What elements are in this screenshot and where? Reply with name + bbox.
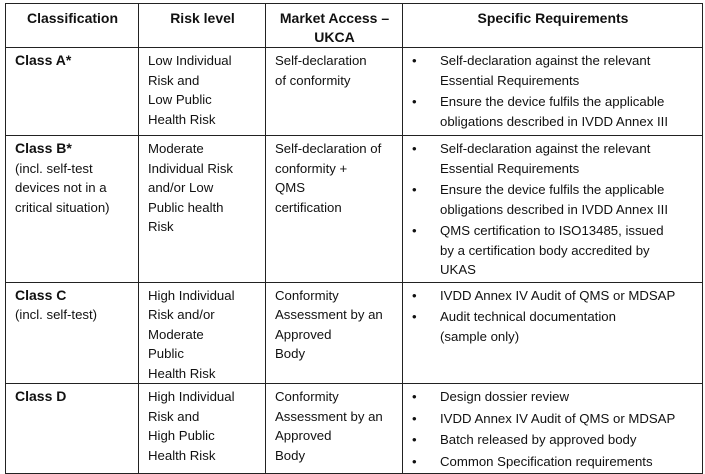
risk-line: and/or Low <box>148 180 214 195</box>
bullet-icon: • <box>412 453 417 469</box>
bullet-icon: • <box>412 432 417 447</box>
requirement-line: IVDD Annex IV Audit of QMS or MDSAP <box>440 287 676 303</box>
bullet-icon: • <box>412 94 417 109</box>
access-line: Body <box>275 447 306 463</box>
bullet-icon: • <box>412 223 417 238</box>
requirements-list <box>412 286 694 347</box>
risk-line: Risk and <box>148 408 200 424</box>
access-line: Conformity <box>275 287 339 303</box>
risk-line: Health Risk <box>148 111 216 127</box>
requirement-item <box>412 387 694 407</box>
requirement-line: IVDD Annex IV Audit of QMS or MDSAP <box>440 410 676 426</box>
header-specific-requirements <box>403 4 703 48</box>
class-name: Class B* <box>15 140 72 156</box>
risk-line: Risk and/or <box>148 307 215 322</box>
bullet-icon: • <box>412 309 417 324</box>
access-line: QMS <box>275 180 306 195</box>
requirements-list <box>412 51 694 131</box>
classification-cell <box>6 282 139 384</box>
requirement-line: obligations described in IVDD Annex III <box>440 201 668 217</box>
classification-cell <box>6 48 139 136</box>
requirement-line: Batch released by approved body <box>440 432 637 447</box>
class-name: Class C <box>15 286 67 303</box>
header-classification <box>6 4 139 48</box>
bullet-icon: • <box>412 182 417 197</box>
requirement-line: Essential Requirements <box>440 160 580 176</box>
header-label: Market Access – <box>279 10 390 26</box>
risk-line: Public <box>148 346 184 361</box>
requirements-cell <box>403 48 703 136</box>
requirement-line: Common Specification requirements <box>440 453 653 469</box>
classification-cell <box>6 384 139 474</box>
access-line: conformity + <box>275 160 348 176</box>
ukca-classification-table <box>5 3 703 474</box>
market-access-cell <box>266 136 403 283</box>
header-label: UKCA <box>314 29 355 45</box>
access-line: Assessment by an <box>275 408 383 424</box>
access-line: Assessment by an <box>275 307 383 322</box>
table-row <box>6 282 703 384</box>
class-name: Class D <box>15 388 67 404</box>
access-line: Body <box>275 346 306 361</box>
header-row <box>6 4 703 48</box>
requirement-item <box>412 51 694 90</box>
risk-line: Health Risk <box>148 365 216 381</box>
risk-level-cell <box>139 282 266 384</box>
requirement-line: by a certification body accredited by <box>440 242 650 258</box>
requirement-line: Self-declaration against the relevant <box>440 53 651 68</box>
requirement-item <box>412 452 694 472</box>
bullet-icon: • <box>412 410 417 426</box>
access-line: certification <box>275 199 342 215</box>
requirement-line: (sample only) <box>440 328 520 344</box>
requirement-line: Ensure the device fulfils the applicable <box>440 94 665 109</box>
requirement-line: Self-declaration against the relevant <box>440 141 651 156</box>
risk-line: Risk <box>148 219 174 234</box>
header-risk-level <box>139 4 266 48</box>
requirements-cell <box>403 136 703 283</box>
table-row <box>6 48 703 136</box>
risk-line: Moderate <box>148 326 204 342</box>
requirements-cell <box>403 282 703 384</box>
risk-level-cell <box>139 136 266 283</box>
requirements-list <box>412 139 694 280</box>
header-label: Risk level <box>170 10 235 26</box>
risk-line: Moderate <box>148 141 204 156</box>
risk-line: Low Public <box>148 92 212 107</box>
requirement-line: Essential Requirements <box>440 72 580 88</box>
requirement-line: obligations described in IVDD Annex III <box>440 113 668 129</box>
market-access-cell <box>266 282 403 384</box>
bullet-icon: • <box>412 141 417 156</box>
bullet-icon: • <box>412 53 417 68</box>
table-row <box>6 384 703 474</box>
class-note-line: devices not in a <box>15 180 107 195</box>
risk-line: High Individual <box>148 287 235 303</box>
requirement-item <box>412 430 694 450</box>
risk-level-cell <box>139 384 266 474</box>
requirements-list <box>412 387 694 471</box>
requirement-item <box>412 409 694 429</box>
requirement-item <box>412 180 694 219</box>
requirement-line: Ensure the device fulfils the applicable <box>440 182 665 197</box>
access-line: Self-declaration <box>275 53 367 68</box>
risk-level-cell <box>139 48 266 136</box>
risk-line: Individual Risk <box>148 160 234 176</box>
requirement-line: Audit technical documentation <box>440 309 616 324</box>
requirements-cell <box>403 384 703 474</box>
risk-line: Health Risk <box>148 447 216 463</box>
access-line: Approved <box>275 326 332 342</box>
requirement-item <box>412 139 694 178</box>
requirement-item <box>412 307 694 346</box>
risk-line: Low Individual <box>148 53 232 68</box>
access-line: Approved <box>275 428 332 443</box>
class-note-line: critical situation) <box>15 199 110 215</box>
requirement-line: QMS certification to ISO13485, issued <box>440 223 664 238</box>
risk-line: High Public <box>148 428 215 443</box>
header-label: Specific Requirements <box>477 10 629 26</box>
access-line: of conformity <box>275 72 351 88</box>
header-label: Classification <box>26 10 119 26</box>
requirement-line: Design dossier review <box>440 389 569 404</box>
market-access-cell <box>266 48 403 136</box>
bullet-icon: • <box>412 287 417 303</box>
risk-line: Risk and <box>148 72 200 88</box>
requirement-item <box>412 286 694 306</box>
risk-line: High Individual <box>148 389 235 404</box>
bullet-icon: • <box>412 389 417 404</box>
access-line: Self-declaration of <box>275 141 382 156</box>
classification-cell <box>6 136 139 283</box>
header-market-access <box>266 4 403 48</box>
class-name: Class A* <box>15 52 72 68</box>
class-note-line: (incl. self-test <box>15 160 93 176</box>
requirement-item <box>412 221 694 280</box>
requirement-line: UKAS <box>440 262 476 277</box>
table-row <box>6 136 703 283</box>
access-line: Conformity <box>275 389 339 404</box>
market-access-cell <box>266 384 403 474</box>
class-note-line: (incl. self-test) <box>15 307 98 322</box>
risk-line: Public health <box>148 199 224 215</box>
requirement-item <box>412 92 694 131</box>
